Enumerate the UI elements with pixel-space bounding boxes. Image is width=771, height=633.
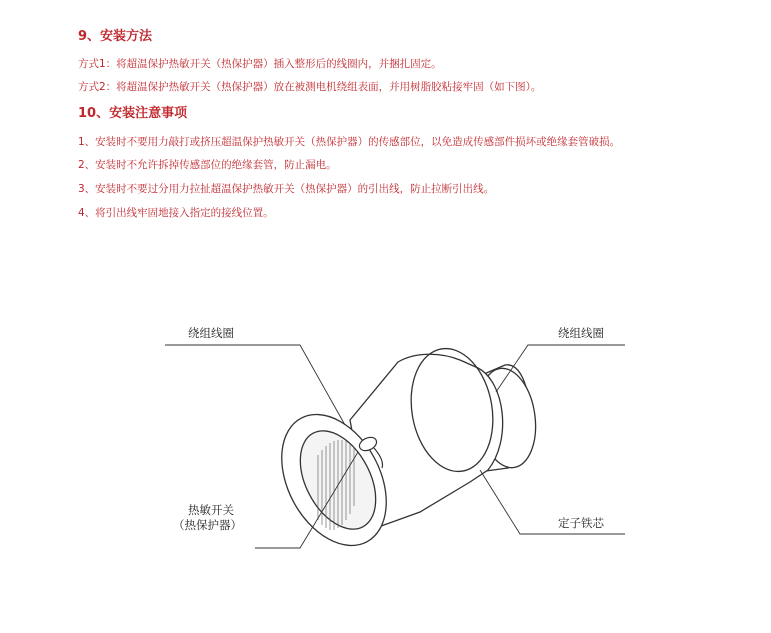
label-core: 定子铁芯	[558, 516, 604, 530]
note-item-4: 4、将引出线牢固地接入指定的接线位置。	[78, 207, 274, 219]
section9-title: 9、安装方法	[78, 29, 153, 44]
label-switch-line1: 热敏开关	[188, 503, 234, 517]
note-item-1: 1、安装时不要用力敲打或挤压超温保护热敏开关（热保护器）的传感部位，以免造成传感部件损坏或绝缘套管破损。	[78, 136, 621, 148]
section10-title: 10、安装注意事项	[78, 106, 188, 121]
note-item-2: 2、安装时不允许拆掉传感部位的绝缘套管，防止漏电。	[78, 159, 337, 171]
note-item-3: 3、安装时不要过分用力拉扯超温保护热敏开关（热保护器）的引出线，防止拉断引出线。	[78, 183, 495, 195]
method1-text: 方式1：将超温保护热敏开关（热保护器）插入整形后的线圈内，并捆扎固定。	[78, 58, 442, 70]
label-winding-right: 绕组线圈	[558, 326, 604, 340]
label-winding-left: 绕组线圈	[188, 326, 234, 340]
label-switch-line2: （热保护器）	[173, 518, 242, 532]
method2-text: 方式2：将超温保护热敏开关（热保护器）放在被测电机绕组表面，并用树脂胶粘接牢固（如下图）。	[78, 81, 542, 93]
